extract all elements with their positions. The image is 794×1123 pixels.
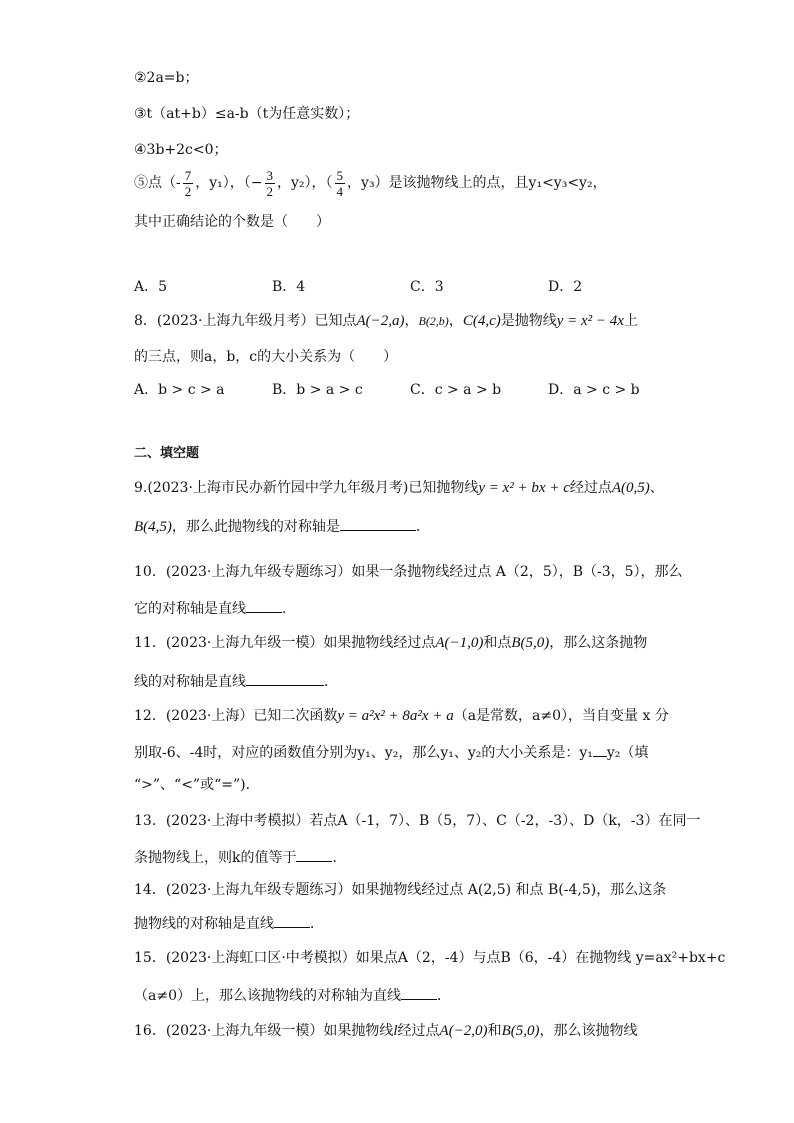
answer-blank[interactable]	[340, 516, 416, 531]
q7-option-d: D．2	[548, 279, 583, 295]
q9-line2: B(4,5)，那么此抛物线的对称轴是 ．	[134, 516, 430, 537]
q12-line1: 12．(2023·上海）已知二次函数y = a²x² + 8a²x + a（a是常数，a≠0），当自变量 x 分	[134, 708, 669, 724]
answer-blank[interactable]	[593, 742, 607, 757]
q8-option-d: D．a > c > b	[548, 382, 640, 398]
q7-question: 其中正确结论的个数是（ ）	[134, 214, 330, 230]
answer-blank[interactable]	[274, 913, 310, 928]
section-title: 二、填空题	[134, 446, 200, 461]
q14-line2: 抛物线的对称轴是直线 ．	[134, 913, 324, 934]
q11-line1: 11．(2023·上海九年级一模）如果抛物线经过点A(−1,0)和点B(5,0)，那么这条抛物	[134, 635, 648, 651]
q7-item2: ②2a=b；	[134, 70, 199, 86]
q10-line1: 10．(2023·上海九年级专题练习）如果一条抛物线经过点 A（2，5），B（-3，5），那么	[134, 564, 683, 580]
q9-line1: 9.(2023·上海市民办新竹园中学九年级月考)已知抛物线y = x² + bx + c经过点A(0,5)、	[134, 480, 664, 496]
q14-line1: 14．(2023·上海九年级专题练习）如果抛物线经过点 A(2,5) 和点 B(-4,5)，那么这条	[134, 882, 667, 898]
q10-line2: 它的对称轴是直线 ．	[134, 598, 296, 619]
q13-line2: 条抛物线上，则k的值等于 ．	[134, 847, 346, 868]
q11-line2: 线的对称轴是直线 ．	[134, 671, 338, 692]
q7-option-a: A．5	[134, 279, 168, 295]
q7-option-c: C．3	[410, 279, 444, 295]
answer-blank[interactable]	[296, 847, 332, 862]
fraction-5-4: $\frac{5}{4}$	[336, 167, 344, 199]
q7-item5: ⑤点（- $\frac{7}{2}$ ，y₁），（− $\frac{3}{2}$ ，y₂），（ $\frac{5}{4}$ ，y₃）是该抛物线上的点，且y₁<y₃<y₂，	[134, 167, 607, 199]
q8-option-a: A．b > c > a	[134, 382, 225, 398]
answer-blank[interactable]	[401, 985, 437, 1000]
fraction-3-2: $\frac{3}{2}$	[266, 167, 273, 199]
q15-line2: （a≠0）上，那么该抛物线的对称轴为直线 ．	[134, 985, 451, 1006]
q7-option-b: B．4	[272, 279, 306, 295]
q12-line2: 别取-6、-4时，对应的函数值分别为y₁、y₂，那么y₁、y₂的大小关系是：y₁ y₂（填	[134, 742, 648, 763]
answer-blank[interactable]	[246, 671, 324, 686]
q8-option-b: B．b > a > c	[272, 382, 363, 398]
q13-line1: 13．(2023·上海中考模拟）若点A（-1，7）、B（5，7）、C（-2，-3）、D（k，-3）在同一	[134, 813, 701, 829]
q8-option-c: C．c > a > b	[410, 382, 502, 398]
q7-item3: ③t（at+b）≤a-b（t为任意实数）；	[134, 106, 360, 122]
fraction-7-2: $\frac{7}{2}$	[184, 167, 192, 199]
q16-line1: 16．(2023·上海九年级一模）如果抛物线l经过点A(−2,0)和B(5,0)，那么该抛物线	[134, 1023, 638, 1039]
q7-item4: ④3b+2c<0；	[134, 142, 228, 158]
answer-blank[interactable]	[246, 598, 282, 613]
q12-line3: “>”、“<”或“=”)．	[134, 777, 260, 793]
q15-line1: 15．(2023·上海虹口区·中考模拟）如果点A（2，-4）与点B（6，-4）在抛物线 y=ax²+bx+c	[134, 950, 726, 966]
q8-line1: 8．(2023·上海九年级月考）已知点A(−2,a)，B(2,b)，C(4,c)是抛物线y = x² − 4x上	[134, 313, 638, 329]
q8-line2: 的三点，则a，b，c的大小关系为（ ）	[134, 349, 398, 365]
